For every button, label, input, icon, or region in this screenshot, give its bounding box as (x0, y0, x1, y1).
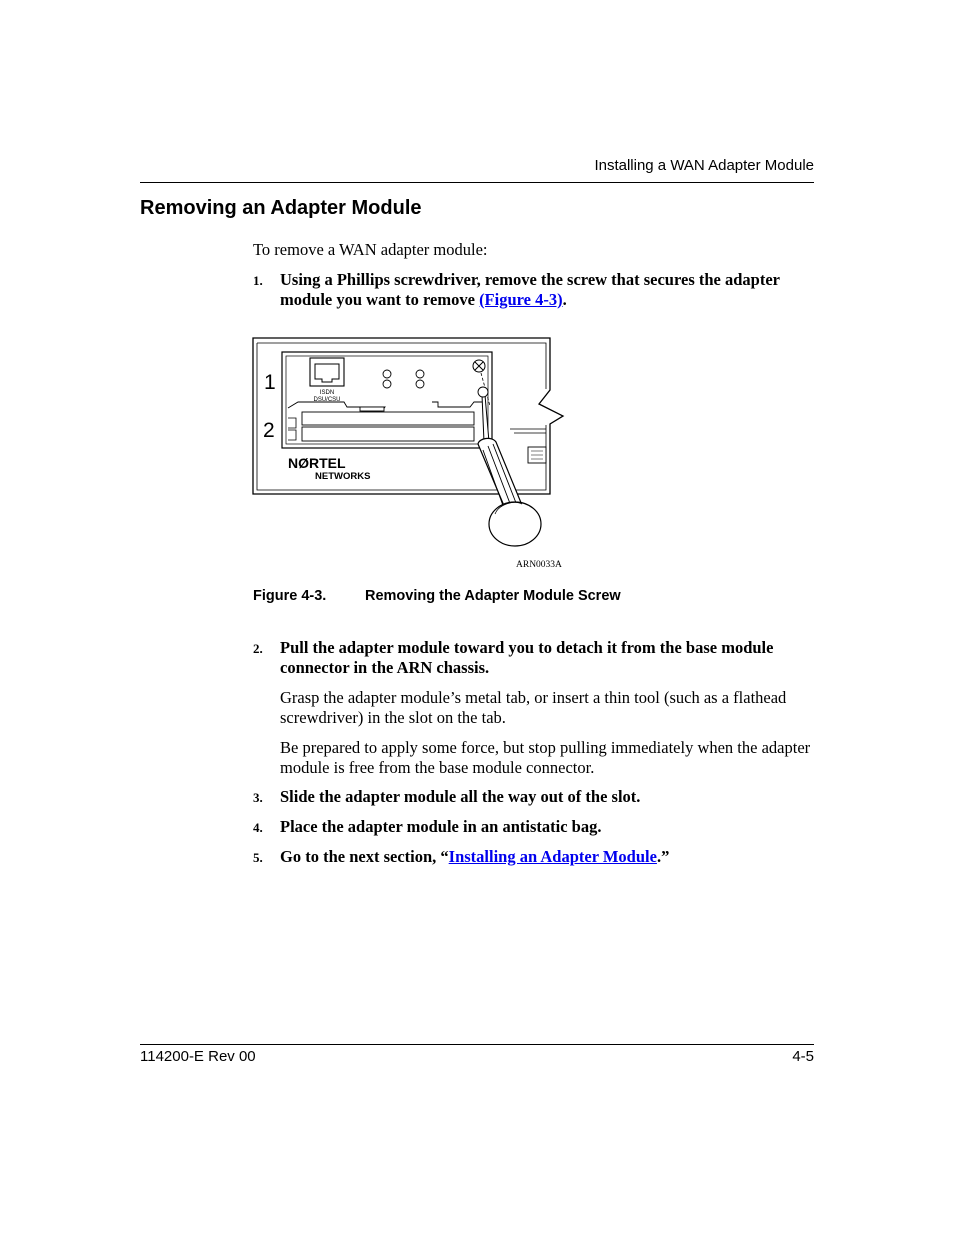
isdn-jack (310, 358, 344, 386)
step-2-paragraph-2: Be prepared to apply some force, but stop pulling immediately when the adapter module is free from the base module connector. (280, 738, 811, 777)
slot-opening (302, 412, 474, 425)
header-rule (140, 182, 814, 183)
step-text: Pull the adapter module toward you to detach it from the base module connector in the ARN chassis. (280, 638, 774, 677)
led-indicator (383, 370, 391, 378)
screwdriver-icon (478, 387, 541, 546)
step-1 (253, 270, 814, 310)
figure-4-3-link[interactable]: (Figure 4-3) (479, 290, 563, 309)
step-4 (253, 817, 814, 837)
step-text: Place the adapter module in an antistatic bag. (280, 817, 602, 836)
step-number: 4. (253, 820, 263, 835)
nortel-logo: NØRTEL (288, 455, 346, 471)
running-header: Installing a WAN Adapter Module (594, 157, 814, 174)
installing-adapter-module-link[interactable]: Installing an Adapter Module (448, 847, 657, 866)
adapter-module-figure (252, 332, 572, 582)
figure-image-id: ARN0033A (516, 560, 562, 570)
slot-label-2: 2 (263, 419, 275, 442)
step-2 (253, 638, 814, 678)
port-label-2: DSU/CSU (313, 397, 341, 403)
step-number: 1. (253, 273, 263, 288)
step-3 (253, 787, 814, 807)
step-number: 5. (253, 850, 263, 865)
step-number: 2. (253, 641, 263, 656)
port-label: ISDN (319, 390, 335, 396)
led-indicator (416, 370, 424, 378)
page-number: 4-5 (792, 1048, 814, 1065)
step-2-paragraph-1: Grasp the adapter module’s metal tab, or insert a thin tool (such as a flathead screwdriver) in the slot on the tab. (280, 688, 787, 727)
caption-number: Figure 4-3. (253, 588, 327, 604)
slot-label-1: 1 (264, 371, 276, 394)
section-title: Removing an Adapter Module (140, 197, 422, 219)
step-text: Using a Phillips screwdriver, remove the screw that secures the adapter module you want to remove (Figure 4-3). (280, 270, 780, 309)
intro-text: To remove a WAN adapter module: (253, 240, 488, 259)
step-text: Slide the adapter module all the way out of the slot. (280, 787, 641, 806)
slot-opening (302, 427, 474, 441)
led-indicator (416, 380, 424, 388)
led-indicator (383, 380, 391, 388)
caption-title: Removing the Adapter Module Screw (365, 588, 621, 604)
document-number: 114200-E Rev 00 (140, 1048, 256, 1065)
footer-rule (140, 1044, 814, 1045)
step-number: 3. (253, 790, 263, 805)
figure-caption (253, 588, 621, 604)
pull-tab (288, 402, 482, 411)
step-5 (253, 847, 814, 867)
networks-logo: NETWORKS (315, 471, 371, 482)
captive-screw (473, 360, 485, 372)
step-text: Go to the next section, “Installing an Adapter Module.” (280, 847, 670, 866)
